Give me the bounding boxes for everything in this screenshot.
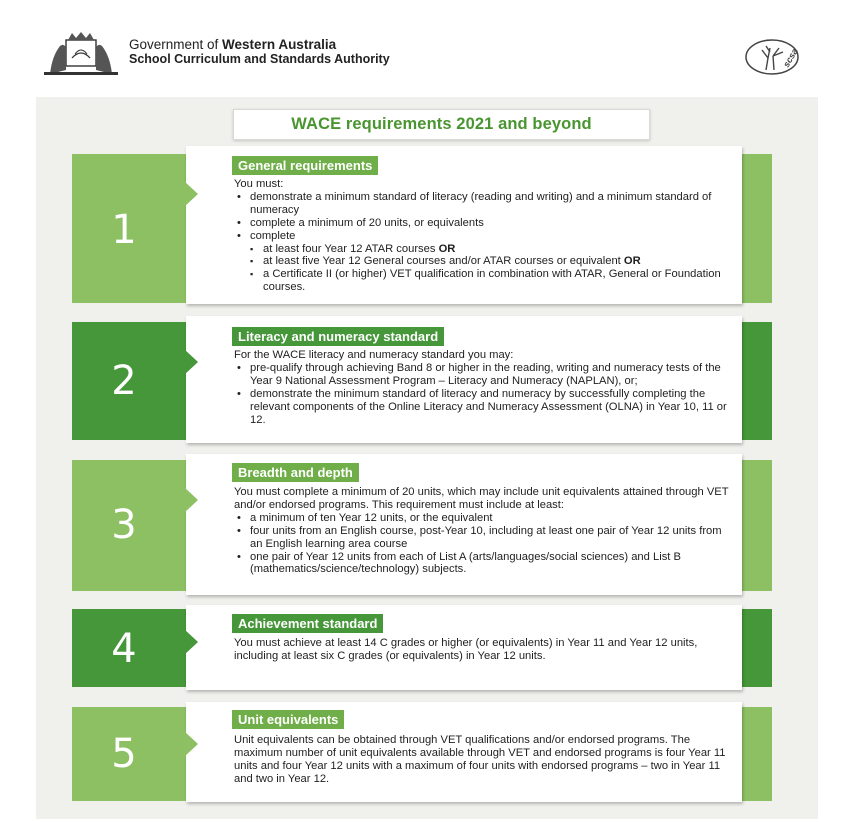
section-number: 3: [111, 502, 137, 548]
section-number-box: [72, 322, 190, 440]
bullet-list: [234, 512, 734, 577]
sub-item-text: a Certificate II (or higher) VET qualification in combination with ATAR, General or Foundation courses.: [263, 268, 721, 294]
section-accent-strip: [742, 609, 772, 687]
section-body: [234, 734, 734, 786]
section-pointer: [184, 181, 198, 207]
section-heading: Achievement standard: [232, 614, 383, 633]
list-item: • pre-qualify through achieving Band 8 or higher in the reading, writing and numeracy tests of the Year 9 National Assessment Program – Literacy and Numeracy (NAPLAN), or;: [234, 362, 734, 388]
gov-state: Western Australia: [222, 37, 337, 52]
section-number-box: [72, 460, 190, 591]
section-number-box: [72, 609, 190, 687]
page-header: [0, 0, 850, 95]
section-number-box: [72, 154, 190, 303]
document-title: WACE requirements 2021 and beyond: [291, 115, 592, 133]
section-pointer: [184, 731, 198, 757]
list-item: • four units from an English course, post-Year 10, including at least one pair of Year 12 units from an English learning area course: [234, 525, 734, 551]
bullet-list: [234, 191, 734, 243]
sub-item-connector: OR: [438, 242, 456, 255]
sub-item-connector: OR: [623, 255, 641, 268]
bullet-list: [234, 362, 734, 427]
section-body: [234, 637, 734, 663]
section-body: [234, 349, 734, 426]
section-intro: For the WACE literacy and numeracy standard you may:: [234, 349, 514, 361]
list-item: • demonstrate the minimum standard of literacy and numeracy by successfully completing the relevant components of the Online Literacy and Numeracy Assessment (OLNA) in Year 10, 11 or 12.: [234, 388, 734, 427]
section-number: 5: [111, 731, 137, 777]
section-pointer: [184, 629, 198, 655]
sub-item-text: at least four Year 12 ATAR courses: [263, 242, 439, 255]
section-number-box: [72, 707, 190, 801]
list-item: • one pair of Year 12 units from each of List A (arts/languages/social sciences) and List B (mathematics/science/technology) subjects.: [234, 551, 734, 577]
list-item: • complete a minimum of 20 units, or equivalents: [234, 217, 734, 230]
section-intro: You must:: [234, 178, 284, 190]
sub-list-item: [234, 243, 734, 256]
section-body: [234, 486, 734, 576]
section-accent-strip: [742, 322, 772, 440]
section-intro: You must achieve at least 14 C grades or higher (or equivalents) in Year 11 and Year 12 units, including at least six C grades (or equivalents) in Year 12 units.: [234, 637, 698, 662]
section-heading: General requirements: [232, 156, 378, 175]
section-heading: Breadth and depth: [232, 463, 359, 482]
gov-prefix: Government of: [129, 37, 223, 52]
section-pointer: [184, 487, 198, 513]
section-number: 1: [111, 207, 137, 253]
section-accent-strip: [742, 460, 772, 591]
list-item: • demonstrate a minimum standard of literacy (reading and writing) and a minimum standard of numeracy: [234, 191, 734, 217]
section-intro: Unit equivalents can be obtained through VET qualifications and/or endorsed programs. The maximum number of unit equivalents available through VET and endorsed programs is four Year 11 units and four Year 12 units with a maximum of four units with endorsed programs – two in Year 11 and two in Year 12.: [234, 734, 726, 785]
section-accent-strip: [742, 154, 772, 303]
section-heading: Literacy and numeracy standard: [232, 327, 444, 346]
sub-bullet-list: [234, 243, 734, 295]
section-intro: You must complete a minimum of 20 units, which may include unit equivalents attained through VET and/or endorsed programs. This requirement must include at least:: [234, 486, 729, 511]
section-number: 2: [111, 358, 137, 404]
document-title-box: [233, 109, 650, 140]
section-heading: Unit equivalents: [232, 710, 344, 729]
section-body: [234, 178, 734, 294]
government-name: [129, 37, 336, 52]
sub-list-item: [234, 255, 734, 268]
sub-list-item: [234, 268, 734, 294]
section-number: 4: [111, 626, 137, 672]
section-accent-strip: [742, 707, 772, 801]
sub-item-text: at least five Year 12 General courses and/or ATAR courses or equivalent: [263, 255, 624, 268]
section-pointer: [184, 349, 198, 375]
scsa-logo-icon: [744, 38, 800, 76]
list-item: • complete: [234, 230, 734, 243]
scsa-logo-text: scsa: [781, 46, 800, 69]
wa-coat-of-arms-icon: [42, 30, 120, 76]
list-item: • a minimum of ten Year 12 units, or the equivalent: [234, 512, 734, 525]
authority-name: School Curriculum and Standards Authority: [129, 52, 390, 66]
